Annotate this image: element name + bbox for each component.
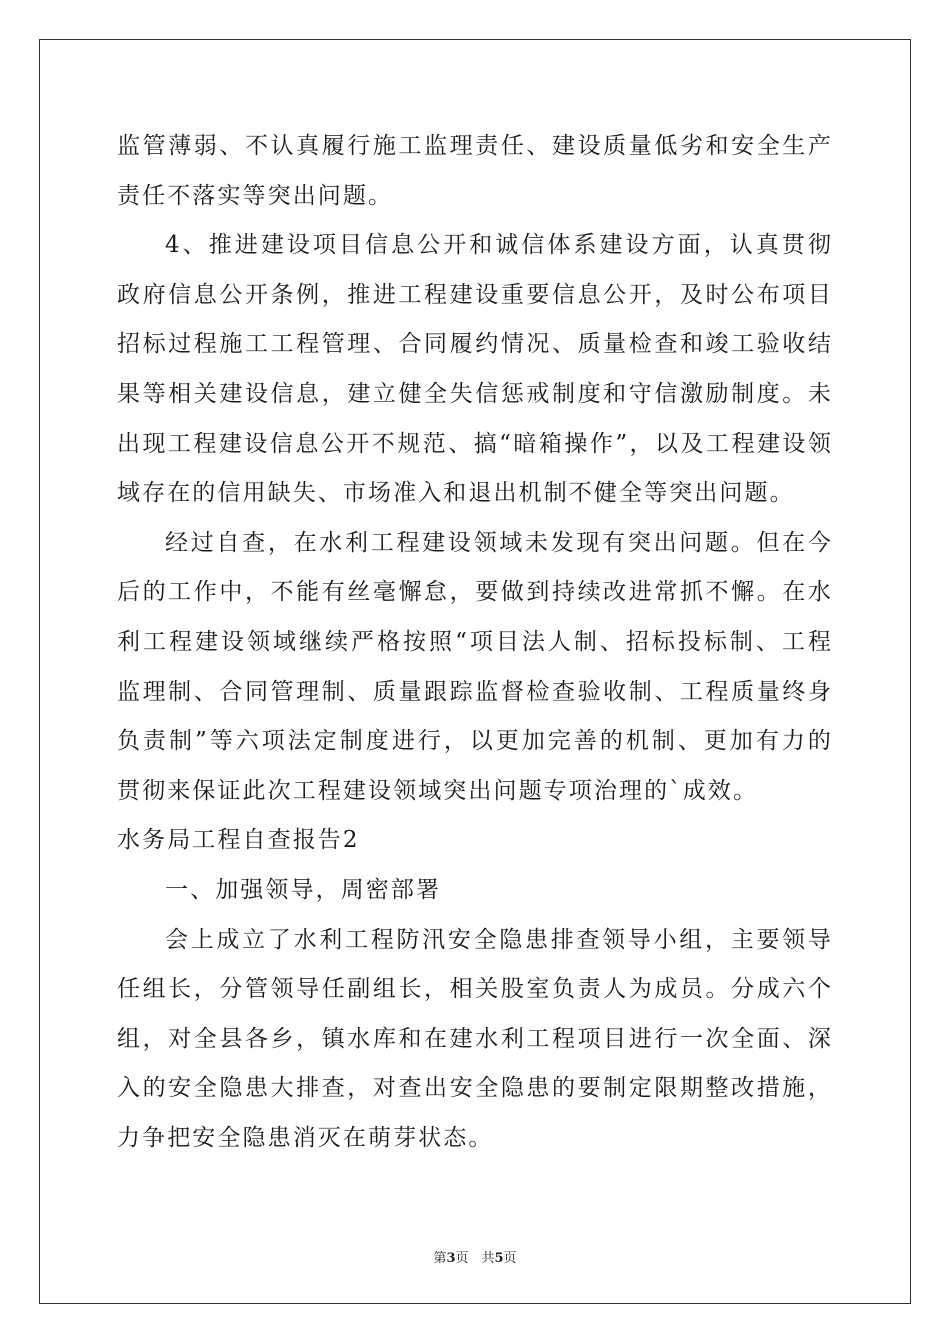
footer-total-pages: 5 bbox=[494, 1251, 504, 1266]
section-title: 水务局工程自查报告2 bbox=[117, 827, 360, 854]
footer-suffix: 页 bbox=[503, 1251, 517, 1266]
paragraph-item-4: 4、推进建设项目信息公开和诚信体系建设方面，认真贯彻政府信息公开条例，推进工程建设重要信息公开，及时公布项目招标过程施工工程管理、合同履约情况、质量检查和竣工验收结果等相关建设信息，建立健全失信惩戒制度和守信激励制度。未出现工程建设信息公开不规范、搞“暗箱操作”，以及工程建设领域存在的信用缺失、市场准入和退出机制不健全等突出问题。 bbox=[117, 232, 833, 507]
page-footer bbox=[0, 1247, 950, 1266]
paragraph-conclusion: 经过自查，在水利工程建设领域未发现有突出问题。但在今后的工作中，不能有丝毫懈怠，要做到持续改进常抓不懈。在水利工程建设领域继续严格按照“项目法人制、招标投标制、工程监理制、合同管理制、质量跟踪监督检查验收制、工程质量终身负责制”等六项法定制度进行，以更加完善的机制、更加有力的贯彻来保证此次工程建设领域突出问题专项治理的`成效。 bbox=[117, 529, 833, 804]
subheading: 一、加强领导，周密部署 bbox=[165, 876, 442, 903]
document-body bbox=[117, 122, 833, 1163]
footer-current-page: 3 bbox=[446, 1251, 456, 1266]
paragraph-body: 会上成立了水利工程防汛安全隐患排查领导小组，主要领导任组长，分管领导任副组长，相关股室负责人为成员。分成六个组，对全县各乡，镇水库和在建水利工程项目进行一次全面、深入的安全隐患大排查，对查出安全隐患的要制定限期整改措施，力争把安全隐患消灭在萌芽状态。 bbox=[117, 926, 833, 1151]
paragraph-continued: 监管薄弱、不认真履行施工监理责任、建设质量低劣和安全生产责任不落实等突出问题。 bbox=[117, 133, 833, 209]
footer-mid: 页 共 bbox=[455, 1251, 495, 1266]
footer-prefix: 第 bbox=[433, 1251, 447, 1266]
